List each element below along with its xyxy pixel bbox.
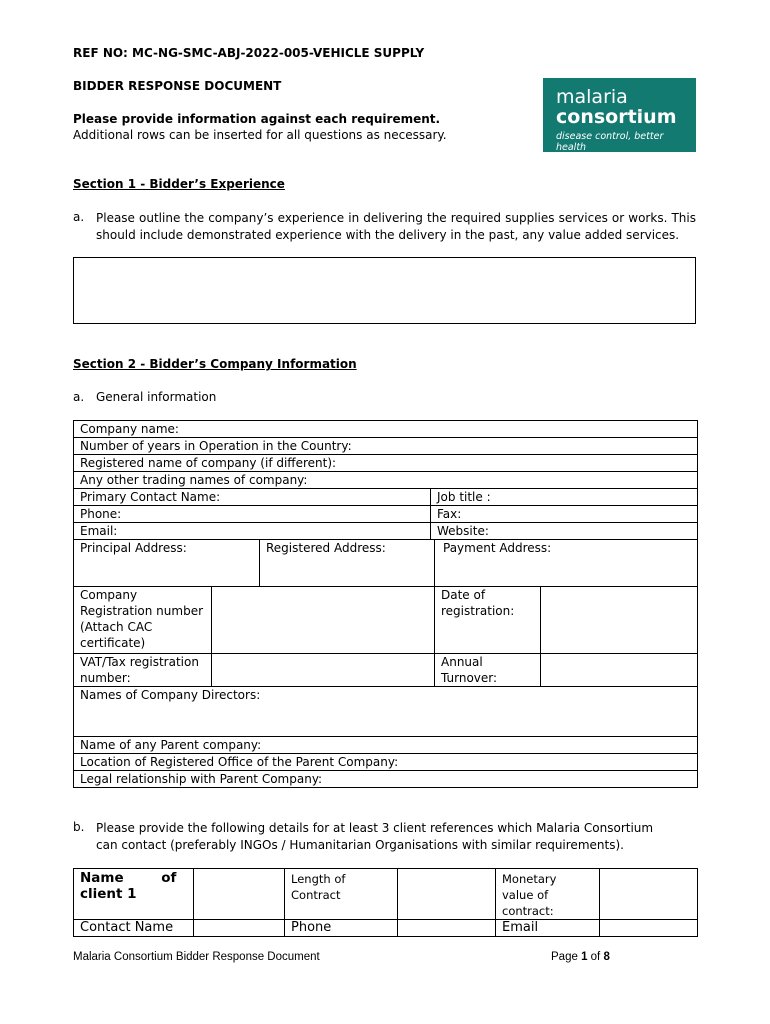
parent-company-field[interactable]: Name of any Parent company: [74,737,698,754]
client-name-label [74,869,194,920]
monetary-value-label [496,869,600,920]
registered-address-field[interactable]: Registered Address: [260,540,435,587]
email-field[interactable]: Email: [74,523,431,540]
monetary-value-input[interactable] [600,869,698,920]
instruction-bold: Please provide information against each requirement. [73,112,441,126]
section-2-item-text: General information [96,390,217,404]
contract-length-line-1: Length of [291,872,346,886]
contact-name-input[interactable] [194,920,285,937]
registered-name-field[interactable]: Registered name of company (if different): [74,455,698,472]
client-name-label-line-2: client 1 [80,886,137,902]
malaria-consortium-logo [543,78,696,152]
section-2-heading: Section 2 - Bidder’s Company Information [73,357,357,371]
document-title: BIDDER RESPONSE DOCUMENT [73,79,282,93]
turnover-label [435,654,541,687]
page-of: of [587,951,604,963]
section-2-item-marker: a. [73,390,85,404]
section-2-item-b-text: Please provide the following details for at least 3 client references which Malaria Consortium can contact (preferably INGOs / Humanitarian Organisations with similar requirements). [96,821,654,852]
company-name-field[interactable]: Company name: [74,421,698,438]
reg-label-line-2: Registration number [80,604,204,618]
monetary-value-line-1: Monetary [502,872,557,886]
general-info-table [73,420,698,788]
contract-length-input[interactable] [398,869,496,920]
logo-line-1: malaria [556,86,628,108]
logo-tagline: disease control, better health [556,131,664,153]
trading-names-field[interactable]: Any other trading names of company: [74,472,698,489]
instruction-text: Additional rows can be inserted for all questions as necessary. [73,128,447,142]
experience-response-box[interactable] [73,257,696,324]
phone-input[interactable] [398,920,496,937]
page-current: 1 [581,951,588,963]
vat-label [74,654,212,687]
date-label-line-2: registration: [441,604,515,618]
footer-page-number [551,951,610,963]
website-field[interactable]: Website: [431,523,698,540]
primary-contact-field[interactable]: Primary Contact Name: [74,489,431,506]
turnover-input[interactable] [541,654,698,687]
monetary-value-line-2: value of [502,888,549,902]
reg-label-line-1: Company [80,588,138,602]
directors-field[interactable]: Names of Company Directors: [74,687,698,737]
vat-label-line-1: VAT/Tax registration [80,655,199,669]
reg-label-line-4: certificate) [80,636,146,650]
phone-label: Phone [285,920,398,937]
reg-label-line-3: (Attach CAC [80,620,153,634]
contract-length-line-2: Contract [291,888,341,902]
email-label: Email [496,920,600,937]
client-reference-table [73,868,698,937]
monetary-value-line-3: contract: [502,904,554,918]
job-title-field[interactable]: Job title : [431,489,698,506]
parent-relationship-field[interactable]: Legal relationship with Parent Company: [74,771,698,788]
section-1-item-text: Please outline the company’s experience in delivering the required supplies services or works. This should include demonstrated experience with the delivery in the past, any value added services. [96,211,696,242]
footer-document-name: Malaria Consortium Bidder Response Document [73,951,320,963]
client-name-input[interactable] [194,869,285,920]
fax-field[interactable]: Fax: [431,506,698,523]
registration-number-label [74,587,212,654]
principal-address-field[interactable]: Principal Address: [74,540,260,587]
section-1-item-marker: a. [73,210,85,224]
turnover-label-line-2: Turnover: [441,671,498,685]
section-1-heading: Section 1 - Bidder’s Experience [73,177,285,191]
contract-length-label [285,869,398,920]
page-prefix: Page [551,951,582,963]
turnover-label-line-1: Annual [441,655,483,669]
registration-number-input[interactable] [212,587,435,654]
date-registration-label [435,587,541,654]
email-input[interactable] [600,920,698,937]
years-operation-field[interactable]: Number of years in Operation in the Country: [74,438,698,455]
date-registration-input[interactable] [541,587,698,654]
client-name-label-line-1: Name of [80,870,177,886]
reference-number: REF NO: MC-NG-SMC-ABJ-2022-005-VEHICLE SUPPLY [73,46,425,60]
vat-label-line-2: number: [80,671,131,685]
logo-line-2: consortium [556,106,677,128]
vat-input[interactable] [212,654,435,687]
parent-office-field[interactable]: Location of Registered Office of the Parent Company: [74,754,698,771]
date-label-line-1: Date of [441,588,486,602]
section-2-item-b-marker: b. [73,820,85,834]
payment-address-field[interactable]: Payment Address: [435,540,698,587]
page-total: 8 [603,951,610,963]
phone-field[interactable]: Phone: [74,506,431,523]
contact-name-label: Contact Name [74,920,194,937]
